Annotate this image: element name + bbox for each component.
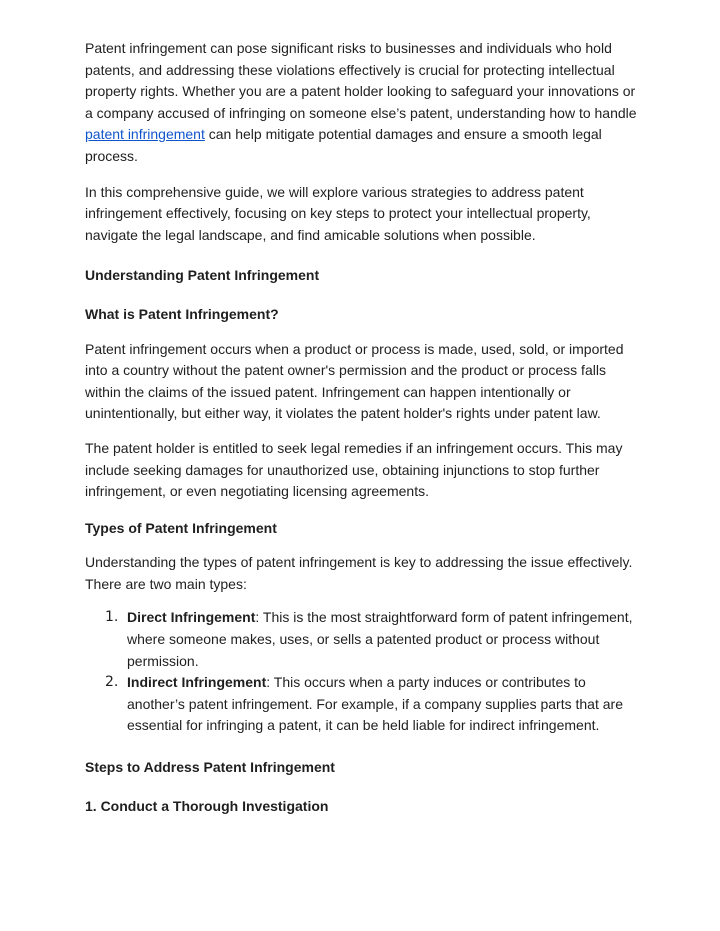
definition-paragraph-2: The patent holder is entitled to seek legal remedies if an infringement occurs. This may include seeking damages for unauthorized use, obtaining injunctions to stop further infringement, or even negotiating licensing agreements. (85, 439, 623, 500)
document-body (85, 38, 645, 817)
list-item-direct-infringement (85, 607, 645, 672)
heading-steps: Steps to Address Patent Infringement (85, 759, 335, 776)
heading-what-is: What is Patent Infringement? (85, 305, 279, 322)
list-term: Indirect Infringement (127, 674, 267, 691)
list-term: Direct Infringement (127, 609, 256, 626)
list-text: : This occurs when a party induces or contributes to another’s patent infringement. For example, if a company supplies parts that are essential for infringing a patent, it can be held liable for indirect infringement. (127, 674, 623, 734)
list-item-indirect-infringement (85, 672, 645, 737)
list-number: 2. (105, 674, 119, 691)
intro-text-after-link: can help mitigate potential damages and ensure a smooth legal process. (85, 126, 602, 164)
types-intro-paragraph: Understanding the types of patent infringement is key to addressing the issue effectively. There are two main types: (85, 554, 633, 592)
types-list (85, 607, 645, 737)
heading-types: Types of Patent Infringement (85, 519, 277, 536)
intro-text-before-link: Patent infringement can pose significant risks to businesses and individuals who hold patents, and addressing these violations effectively is crucial for protecting intellectual property rights. Whether you are a patent holder looking to safeguard your innovations or a company accused of infringing on someone else’s patent, understanding how to handle (85, 40, 637, 121)
heading-step-1: 1. Conduct a Thorough Investigation (85, 797, 329, 814)
intro-paragraph-2: In this comprehensive guide, we will explore various strategies to address patent infringement effectively, focusing on key steps to protect your intellectual property, navigate the legal landscape, and find amicable solutions when possible. (85, 183, 591, 243)
intro-paragraph-1 (85, 38, 645, 168)
list-text: : This is the most straightforward form of patent infringement, where someone makes, uses, or sells a patented product or process without permission. (127, 609, 633, 669)
list-number: 1. (105, 609, 119, 626)
definition-paragraph-1: Patent infringement occurs when a product or process is made, used, sold, or imported into a country without the patent owner's permission and the product or process falls within the claims of the issued patent. Infringement can happen intentionally or unintentionally, but either way, it violates the patent holder's rights under patent law. (85, 340, 624, 422)
heading-understanding: Understanding Patent Infringement (85, 267, 320, 284)
patent-infringement-link[interactable]: patent infringement (85, 126, 205, 143)
